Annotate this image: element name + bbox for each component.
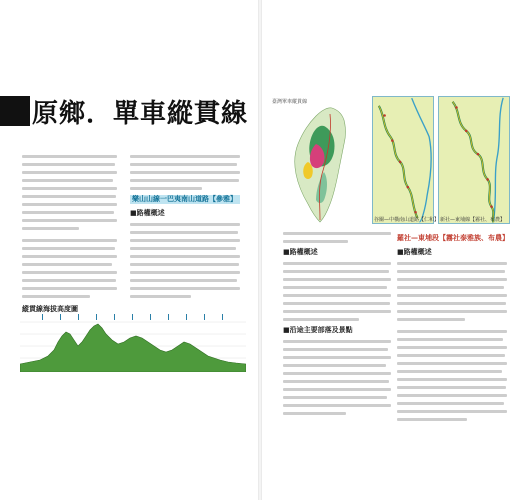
text-line [130,155,240,158]
text-line [397,262,507,265]
text-line [397,402,504,405]
title-accent-block [0,96,30,126]
text-line [22,295,90,298]
map-2-caption: 新社—東埔線【霧社、布農】 [440,217,506,223]
section-subhead: ■路權概述 [130,209,165,217]
text-line [22,187,117,190]
text-line [22,247,115,250]
section-subhead: ■路權概述 [283,248,318,256]
text-line [130,279,237,282]
text-line [283,294,391,297]
text-line [130,223,240,226]
taiwan-map-caption: 臺灣單車縱貫線 [272,99,308,105]
text-line [22,227,79,230]
text-line [283,286,387,289]
text-line [397,338,503,341]
text-line [22,271,117,274]
text-line [22,219,117,222]
text-line [397,330,507,333]
left-body-column-1 [22,155,117,303]
text-line [397,370,502,373]
text-line [130,163,237,166]
text-line [130,295,191,298]
left-body-column-2 [130,155,240,303]
text-line [397,394,507,397]
text-line [397,270,505,273]
text-line [283,380,389,383]
route-road-line [453,102,494,223]
text-line [283,348,388,351]
text-line [130,263,239,266]
text-line [397,278,507,281]
text-line [283,262,391,265]
text-line [130,255,240,258]
text-line [283,356,391,359]
text-line [22,179,113,182]
elevation-profile-chart [20,312,246,372]
page-title: 原鄉．單車縱貫線 [32,99,249,129]
elevation-chart-caption: 縱貫線海拔高度圖 [22,305,78,313]
elevation-area [20,324,246,372]
section-subhead: ■路權概述 [397,248,432,256]
river-line [493,98,503,222]
text-line [130,187,202,190]
route-highlight-label: 樂山山線一巴夷南山道路【參雅】 [130,195,240,204]
text-line [397,354,505,357]
text-line [22,239,117,242]
right-body-column-1 [283,232,391,420]
right-body-column-2 [397,232,507,426]
text-line [22,263,112,266]
text-line [22,211,114,214]
text-line [397,286,504,289]
text-line [130,239,240,242]
text-line [283,404,391,407]
section-subhead: ■沿途主要部落及景點 [283,326,353,334]
text-line [130,171,240,174]
route-detail-map-1 [372,96,434,224]
text-line [130,179,239,182]
text-line [283,372,391,375]
taiwan-route-map [280,104,365,226]
text-line [22,171,117,174]
text-line [397,310,507,313]
text-line [283,302,390,305]
text-line [397,346,507,349]
text-line [397,378,507,381]
text-line [283,240,348,243]
text-line [283,270,389,273]
text-line [22,163,115,166]
text-line [397,410,507,413]
route-detail-map-2 [438,96,510,224]
text-line [22,287,117,290]
route-section-heading: 羅社—東埔段【霧社泰雅族、布農】 [397,234,509,242]
text-line [397,386,506,389]
text-line [283,310,391,313]
text-line [397,418,467,421]
text-line [22,255,117,258]
text-line [130,231,238,234]
text-line [283,232,391,235]
text-line [283,340,391,343]
text-line [130,271,240,274]
text-line [130,247,236,250]
text-line [283,318,359,321]
text-line [397,302,506,305]
text-line [283,364,386,367]
text-line [130,287,240,290]
text-line [22,203,117,206]
text-line [22,155,117,158]
text-line [22,279,116,282]
river-line [412,98,432,222]
text-line [397,362,507,365]
text-line [22,195,116,198]
text-line [283,412,346,415]
text-line [283,396,387,399]
elevation-markers [42,314,223,320]
text-line [283,278,391,281]
text-line [397,294,507,297]
text-line [397,318,465,321]
text-line [283,388,391,391]
map-1-caption: 谷關—中橫南山道路【仁和】 [374,217,440,223]
